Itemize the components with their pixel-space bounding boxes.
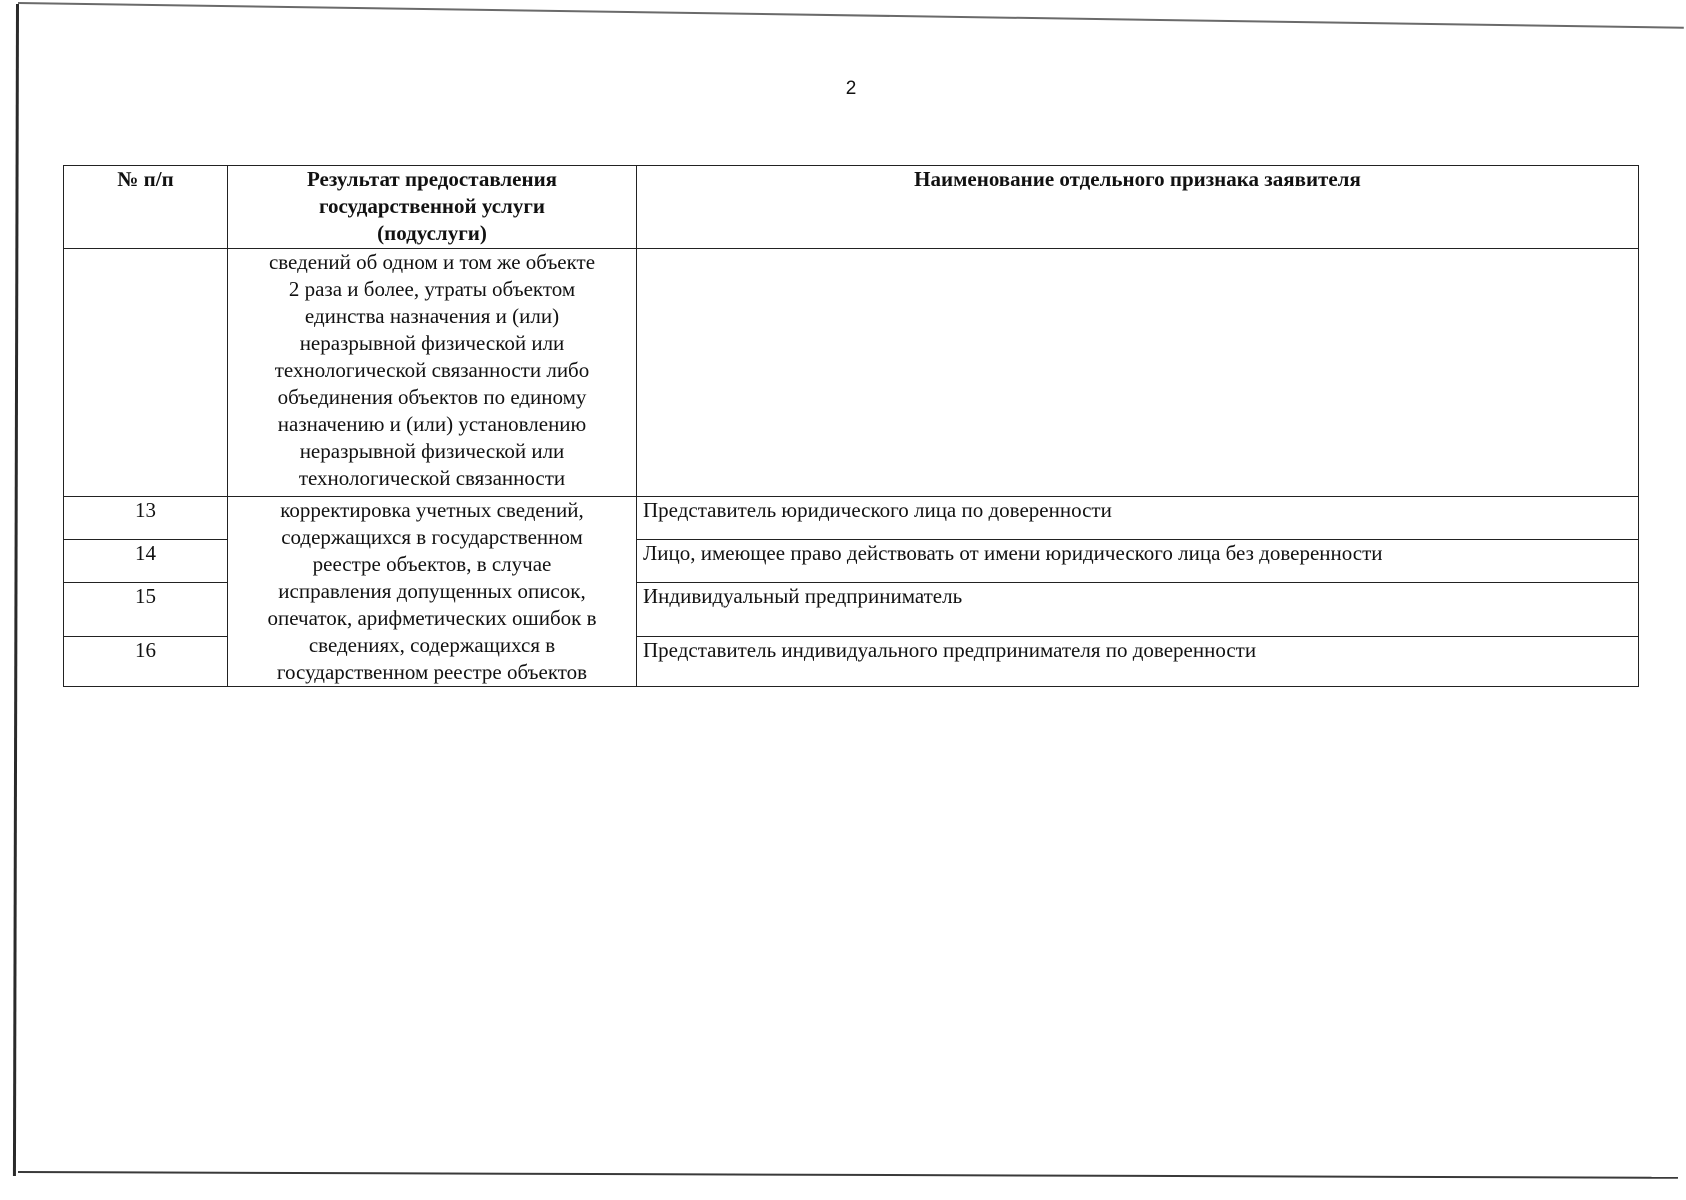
cell-result: сведений об одном и том же объекте 2 раза и более, утраты объектом единства назначения и (или) неразрывной физической или технологической связанности либо объединения объектов по единому назначению и (или) установлению неразрывной физической или технологической связанности — [228, 249, 637, 497]
table-header-row — [64, 166, 1639, 249]
cell-feature: Индивидуальный предприниматель — [637, 583, 1639, 637]
header-feature: Наименование отдельного признака заявителя — [637, 166, 1639, 249]
cell-result-merged: корректировка учетных сведений, содержащихся в государственном реестре объектов, в случае исправления допущенных описок, опечаток, арифметических ошибок в сведениях, содержащихся в государственном реестре объектов — [228, 497, 637, 687]
cell-feature: Лицо, имеющее право действовать от имени юридического лица без доверенности — [637, 540, 1639, 583]
header-num: № п/п — [64, 166, 228, 249]
scan-edge-left — [13, 4, 19, 1176]
applicant-features-table — [63, 165, 1639, 687]
table-row — [64, 497, 1639, 540]
cell-feature: Представитель юридического лица по доверенности — [637, 497, 1639, 540]
page-number: 2 — [845, 78, 857, 99]
cell-num — [64, 249, 228, 497]
scan-edge-top — [18, 2, 1684, 29]
cell-num: 14 — [64, 540, 228, 583]
cell-feature — [637, 249, 1639, 497]
table-row — [64, 249, 1639, 497]
cell-num: 15 — [64, 583, 228, 637]
scan-edge-bottom — [18, 1171, 1678, 1179]
cell-feature: Представитель индивидуального предпринимателя по доверенности — [637, 637, 1639, 687]
cell-num: 16 — [64, 637, 228, 687]
cell-num: 13 — [64, 497, 228, 540]
header-result: Результат предоставления государственной услуги (подуслуги) — [228, 166, 637, 249]
